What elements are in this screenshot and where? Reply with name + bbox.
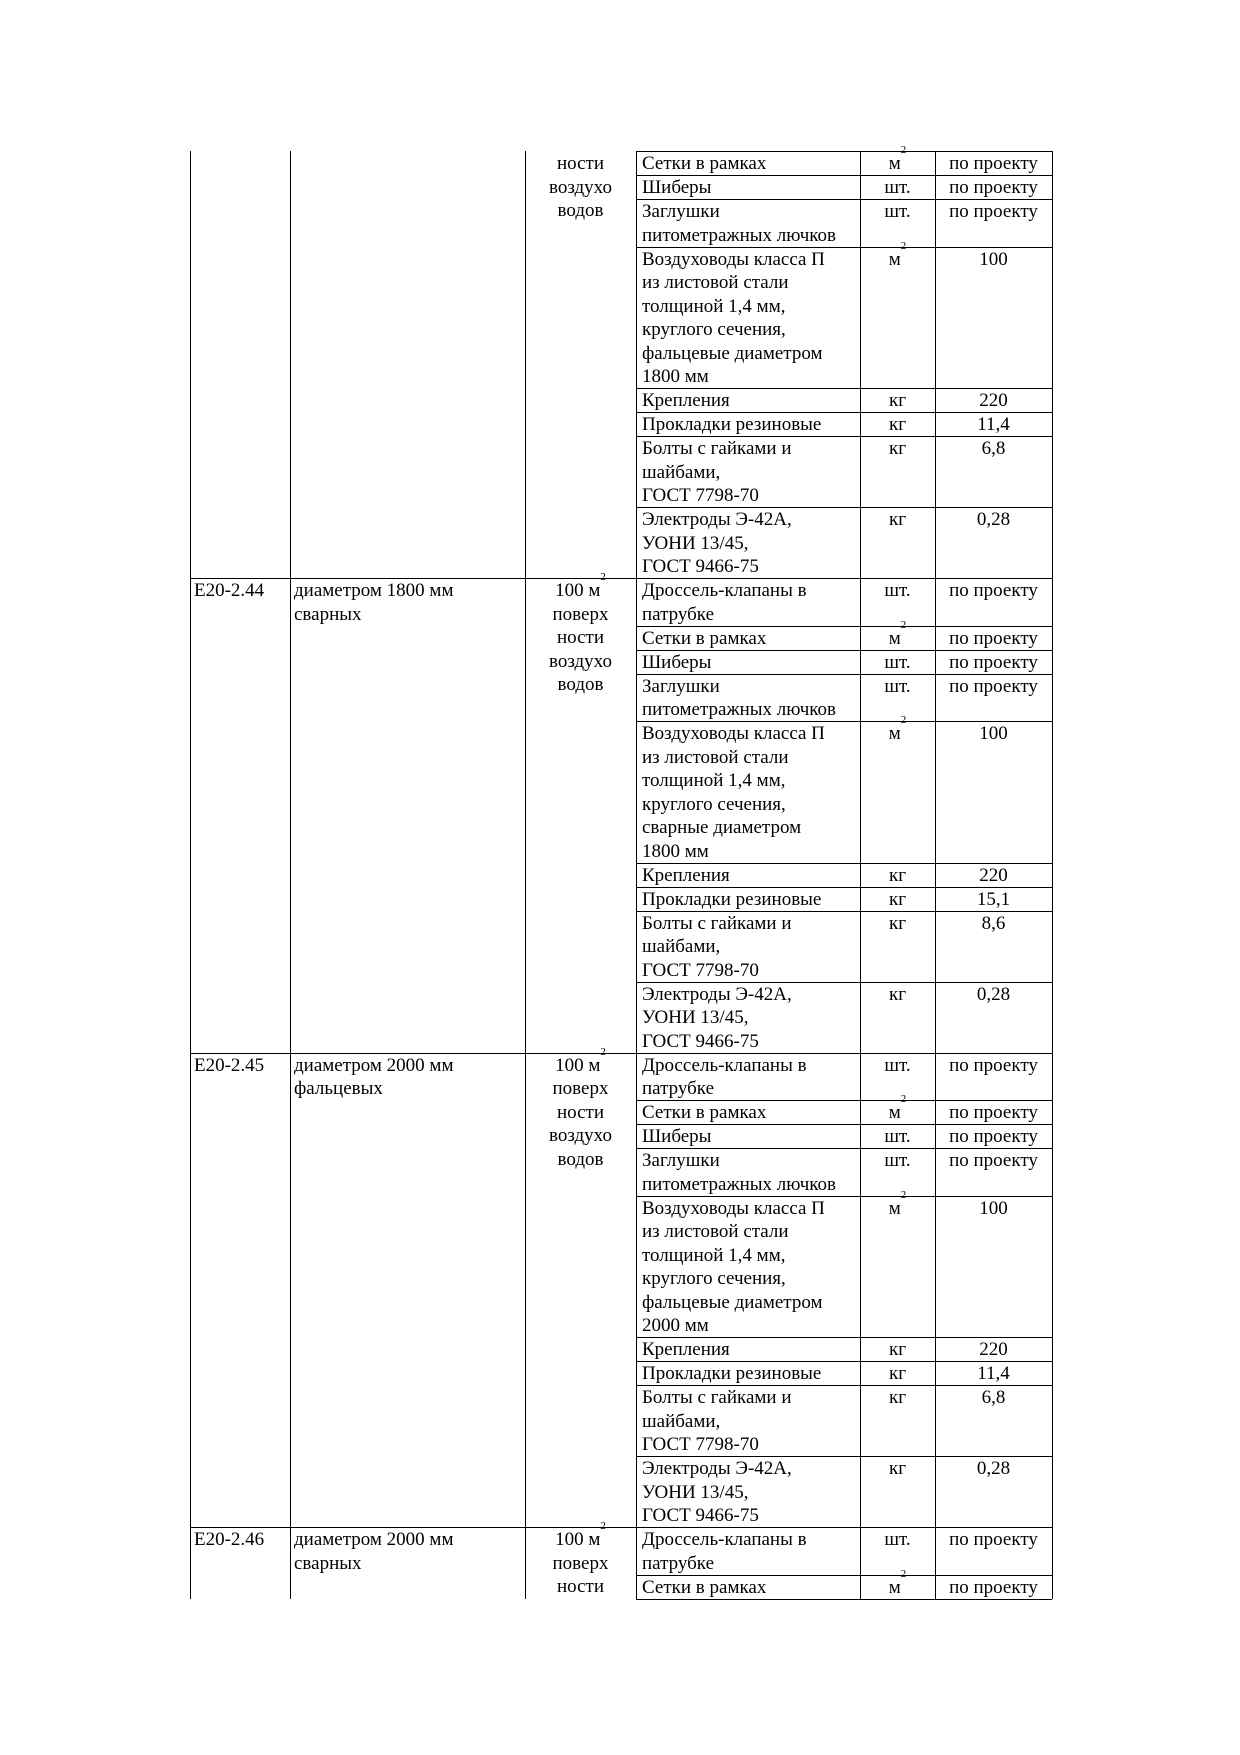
resource-unit: кг <box>888 438 907 459</box>
measure-unit-text: ности <box>556 153 605 174</box>
resource-quantity: 8,6 <box>981 912 1006 934</box>
resource-name: Электроды Э-42А, <box>642 983 792 1005</box>
resource-quantity: по проекту <box>949 1126 1038 1147</box>
resource-quantity: 220 <box>979 864 1008 886</box>
resource-name: патрубке <box>642 1078 715 1099</box>
resource-name: ГОСТ 7798-70 <box>642 1434 759 1455</box>
resource-quantity: по проекту <box>949 651 1038 673</box>
resource-name: патрубке <box>642 603 715 625</box>
resource-name: Болты с гайками и <box>642 912 792 934</box>
column-border <box>636 151 637 1599</box>
resource-name: Сетки в рамках <box>642 153 767 174</box>
resource-name: Прокладки резиновые <box>642 888 822 910</box>
resource-name: Заглушки <box>642 201 720 222</box>
resource-name: Сетки в рамках <box>642 627 767 649</box>
resource-name: шайбами, <box>642 461 721 483</box>
resource-quantity: по проекту <box>949 580 1038 601</box>
resource-name: Сетки в рамках <box>642 1102 767 1123</box>
resource-name: Шиберы <box>642 1126 712 1147</box>
resource-quantity: по проекту <box>949 1529 1038 1550</box>
resource-quantity: по проекту <box>949 177 1038 198</box>
measure-unit-text: водов <box>557 1148 604 1170</box>
resource-quantity: по проекту <box>949 153 1038 174</box>
norm-title: диаметром 2000 мм <box>294 1529 454 1550</box>
resource-name: питометражных лючков <box>642 1173 837 1195</box>
resource-unit: шт. <box>884 1054 911 1076</box>
resource-name: фальцевые диаметром <box>642 342 823 364</box>
resource-unit: шт. <box>884 675 911 697</box>
resource-quantity: 11,4 <box>977 414 1010 435</box>
norm-title: диаметром 1800 мм <box>294 580 454 601</box>
resource-name: Шиберы <box>642 177 712 198</box>
resource-name: Шиберы <box>642 651 712 673</box>
resource-name: УОНИ 13/45, <box>642 1007 749 1028</box>
unit-superscript: 2 <box>900 1093 907 1105</box>
resource-quantity: 0,28 <box>976 983 1011 1005</box>
resource-unit: $м^2$ <box>888 1093 907 1123</box>
norm-code: Е20-2.44 <box>194 580 265 601</box>
resource-unit: кг <box>888 1458 907 1479</box>
unit-superscript: 2 <box>900 1188 907 1201</box>
resource-quantity: 0,28 <box>976 1458 1011 1479</box>
resource-name: из листовой стали <box>642 746 789 768</box>
resource-name: шайбами, <box>642 936 721 957</box>
resource-name: Крепления <box>642 1339 730 1360</box>
resource-quantity: 100 <box>979 1197 1008 1219</box>
resource-name: Электроды Э-42А, <box>642 509 792 530</box>
unit-superscript: 2 <box>900 144 907 156</box>
measure-unit-text: поверх <box>552 1552 609 1574</box>
row-border <box>636 1599 1052 1600</box>
resource-name: шайбами, <box>642 1410 721 1432</box>
resource-name: толщиной 1,4 мм, <box>642 770 786 791</box>
resource-quantity: по проекту <box>949 675 1038 697</box>
norm-code: Е20-2.45 <box>194 1054 265 1076</box>
measure-unit-text: водов <box>557 674 604 695</box>
resource-name: Крепления <box>642 864 730 886</box>
resource-name: 1800 мм <box>642 366 709 387</box>
unit-superscript: 2 <box>600 1520 606 1532</box>
resource-name: из листовой стали <box>642 1221 789 1242</box>
resource-quantity: по проекту <box>949 627 1038 649</box>
resource-unit: шт. <box>884 1126 911 1147</box>
resource-unit: кг <box>888 414 907 435</box>
resource-quantity: 15,1 <box>976 888 1011 910</box>
resource-name: Крепления <box>642 390 730 411</box>
resource-unit: $м^2$ <box>888 1567 907 1598</box>
resource-name: Сетки в рамках <box>642 1576 767 1598</box>
resource-unit: кг <box>888 1339 907 1360</box>
measure-unit-text: водов <box>557 200 604 221</box>
resource-name: Болты с гайками и <box>642 1387 792 1408</box>
resource-quantity: по проекту <box>949 1102 1038 1123</box>
measure-unit-text: 100 $м^2$ <box>555 1520 606 1550</box>
resource-name: сварные диаметром <box>642 817 802 838</box>
resource-name: УОНИ 13/45, <box>642 532 749 554</box>
resource-unit: $м^2$ <box>888 144 907 174</box>
norm-title: фальцевых <box>294 1078 383 1099</box>
resource-name: круглого сечения, <box>642 1268 786 1289</box>
unit-superscript: 2 <box>600 571 606 583</box>
unit-superscript: 2 <box>900 618 907 631</box>
resource-unit: кг <box>888 864 907 886</box>
column-border <box>935 151 936 1599</box>
resource-unit: $м^2$ <box>888 239 907 270</box>
resource-name: Заглушки <box>642 675 720 697</box>
measure-unit-text: воздухо <box>549 1125 612 1146</box>
resource-quantity: 220 <box>979 390 1008 411</box>
resource-name: 1800 мм <box>642 840 709 862</box>
unit-superscript: 2 <box>900 714 907 726</box>
column-border <box>1052 151 1053 1599</box>
measure-unit-text: поверх <box>552 603 609 625</box>
resource-name: Дроссель-клапаны в <box>642 580 807 601</box>
resource-unit: шт. <box>884 1529 911 1550</box>
measure-unit-text: ности <box>556 627 605 648</box>
norm-title: диаметром 2000 мм <box>294 1054 454 1076</box>
resource-name: Дроссель-клапаны в <box>642 1054 807 1076</box>
resource-unit: шт. <box>884 1150 911 1171</box>
resource-quantity: по проекту <box>949 1150 1038 1171</box>
resource-name: Прокладки резиновые <box>642 1363 822 1384</box>
measure-unit-text: воздухо <box>549 176 612 198</box>
column-border <box>290 151 291 1599</box>
resource-name: 2000 мм <box>642 1315 709 1336</box>
resource-unit: $м^2$ <box>888 618 907 649</box>
resource-name: ГОСТ 9466-75 <box>642 1030 759 1052</box>
resource-quantity: 100 <box>979 723 1008 744</box>
resource-name: Болты с гайками и <box>642 438 792 459</box>
resource-name: Воздуховоды класса П <box>642 1197 825 1219</box>
norm-title: сварных <box>294 603 362 625</box>
resource-quantity: 220 <box>979 1339 1008 1360</box>
resource-quantity: по проекту <box>949 1576 1038 1598</box>
unit-superscript: 2 <box>900 1567 907 1580</box>
resource-quantity: 6,8 <box>981 1387 1006 1408</box>
measure-unit-text: воздухо <box>549 650 612 672</box>
resource-name: Воздуховоды класса П <box>642 248 825 270</box>
resource-name: ГОСТ 9466-75 <box>642 556 759 577</box>
resource-unit: $м^2$ <box>888 1188 907 1219</box>
resource-unit: кг <box>888 1363 907 1384</box>
resource-unit: кг <box>888 888 907 910</box>
resource-name: ГОСТ 7798-70 <box>642 959 759 981</box>
resource-unit: кг <box>888 509 907 530</box>
resource-name: толщиной 1,4 мм, <box>642 1244 786 1266</box>
resource-name: патрубке <box>642 1552 715 1574</box>
resource-quantity: 11,4 <box>977 1363 1010 1384</box>
resource-unit: кг <box>888 912 907 934</box>
resource-name: Дроссель-клапаны в <box>642 1529 807 1550</box>
resource-quantity: 6,8 <box>981 438 1006 459</box>
resource-unit: шт. <box>884 580 911 601</box>
resource-name: круглого сечения, <box>642 319 786 340</box>
resource-name: Прокладки резиновые <box>642 414 822 435</box>
column-border <box>860 151 861 1599</box>
resource-name: Электроды Э-42А, <box>642 1458 792 1479</box>
resource-name: питометражных лючков <box>642 224 837 246</box>
resource-quantity: 0,28 <box>976 509 1011 530</box>
norm-code: Е20-2.46 <box>194 1529 265 1550</box>
resource-name: Воздуховоды класса П <box>642 723 825 744</box>
resource-name: ГОСТ 9466-75 <box>642 1505 759 1526</box>
measure-unit-text: поверх <box>552 1078 609 1099</box>
resource-unit: кг <box>888 1387 907 1408</box>
norm-title: сварных <box>294 1552 362 1574</box>
resource-name: толщиной 1,4 мм, <box>642 295 786 317</box>
resource-unit: шт. <box>884 177 911 198</box>
resource-quantity: 100 <box>979 248 1008 270</box>
resource-name: Заглушки <box>642 1150 720 1171</box>
resource-unit: шт. <box>884 651 911 673</box>
unit-superscript: 2 <box>900 239 907 252</box>
measure-unit-text: 100 $м^2$ <box>555 571 606 601</box>
measure-unit-text: 100 $м^2$ <box>555 1045 606 1076</box>
measure-unit-text: ности <box>556 1101 605 1123</box>
resource-unit: кг <box>888 390 907 411</box>
resource-name: фальцевые диаметром <box>642 1291 823 1313</box>
column-border <box>190 151 191 1599</box>
unit-superscript: 2 <box>600 1045 606 1058</box>
resource-unit: шт. <box>884 201 911 222</box>
resource-unit: кг <box>888 983 907 1005</box>
resource-name: УОНИ 13/45, <box>642 1481 749 1503</box>
resource-name: из листовой стали <box>642 272 789 293</box>
measure-unit-text: ности <box>556 1576 605 1597</box>
resource-quantity: по проекту <box>949 201 1038 222</box>
resource-name: круглого сечения, <box>642 793 786 815</box>
resource-name: питометражных лючков <box>642 699 837 720</box>
resource-quantity: по проекту <box>949 1054 1038 1076</box>
column-border <box>525 151 526 1599</box>
resource-name: ГОСТ 7798-70 <box>642 485 759 506</box>
resource-unit: $м^2$ <box>888 714 907 744</box>
